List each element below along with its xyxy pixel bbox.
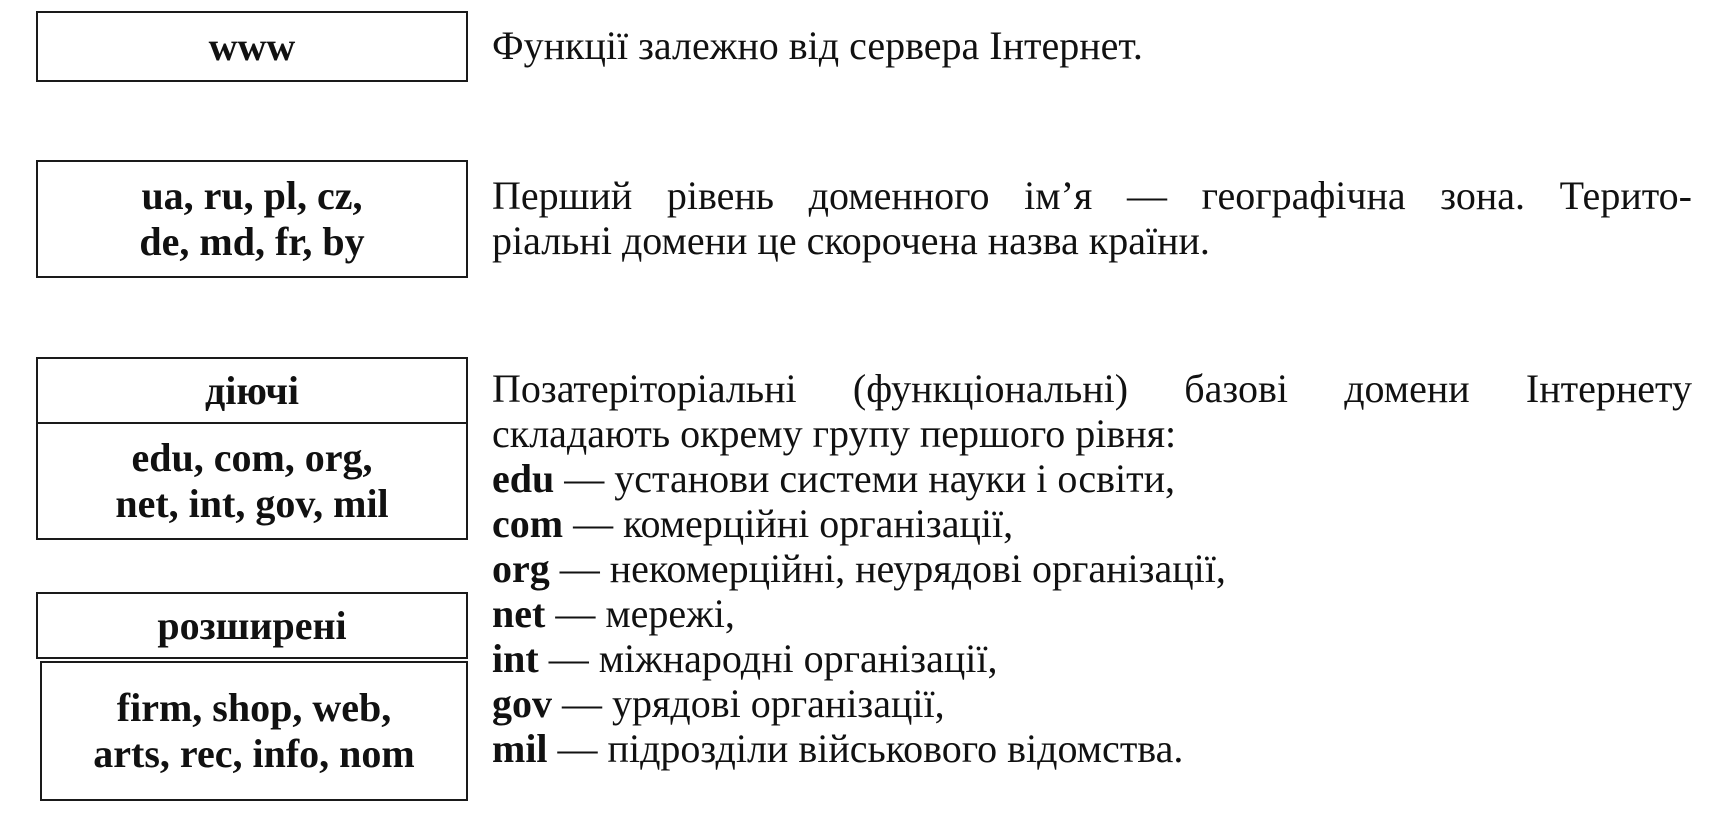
country-domains-box [36,160,468,278]
domain-item-int [492,636,1692,681]
domain-term-net: net [492,591,546,636]
domain-desc-gov: — урядові організації, [552,681,945,726]
active-domains-line-2: net, int, gov, mil [115,481,389,526]
country-domains-line-2: de, md, fr, by [139,219,365,264]
domain-item-mil [492,726,1692,771]
domain-item-org [492,546,1692,591]
www-label: www [208,23,296,69]
extended-domains-header-box [36,592,468,659]
domain-term-org: org [492,546,550,591]
extended-domains-line-1: firm, shop, web, [116,685,392,730]
domain-desc-mil: — підрозділи військового відомства. [547,726,1184,771]
domain-item-edu [492,456,1692,501]
functional-intro-line-1: Позатеріторіальні (функціональні) базові домени Інтернету [492,366,1692,411]
active-domains-header-box [36,357,468,424]
domain-item-net [492,591,1692,636]
domain-term-gov: gov [492,681,552,726]
active-domains-box [36,422,468,540]
domain-desc-int: — міжнародні організації, [538,636,998,681]
www-description [492,23,1682,68]
domain-item-gov [492,681,1692,726]
active-domains-header: діючі [204,367,300,413]
functional-domains-description [492,366,1692,771]
domain-desc-net: — мережі, [545,591,735,636]
domain-item-com [492,501,1692,546]
extended-domains-line-2: arts, rec, info, nom [93,731,415,776]
country-domains-desc-line-2: ріальні домени це скорочена назва країни. [492,218,1210,263]
domain-term-mil: mil [492,726,548,771]
domain-desc-com: — комерційні організації, [563,501,1014,546]
domain-term-edu: edu [492,456,555,501]
active-domains-line-1: edu, com, org, [131,435,373,480]
country-domains-line-1: ua, ru, pl, cz, [141,173,363,218]
functional-intro-line-2: складають окрему групу першого рівня: [492,411,1177,456]
www-description-text: Функції залежно від сервера Інтернет. [492,23,1143,68]
domain-term-com: com [492,501,564,546]
country-domains-desc-line-1: Перший рівень доменного ім’я — географічна зона. Терито- [492,173,1692,218]
extended-domains-header: розширені [157,602,347,648]
country-domains-description [492,173,1692,263]
extended-domains-box [40,661,468,801]
www-box [36,11,468,82]
domain-desc-org: — некомерційні, неурядові організації, [549,546,1226,591]
domain-term-int: int [492,636,539,681]
domain-desc-edu: — установи системи науки і освіти, [554,456,1176,501]
